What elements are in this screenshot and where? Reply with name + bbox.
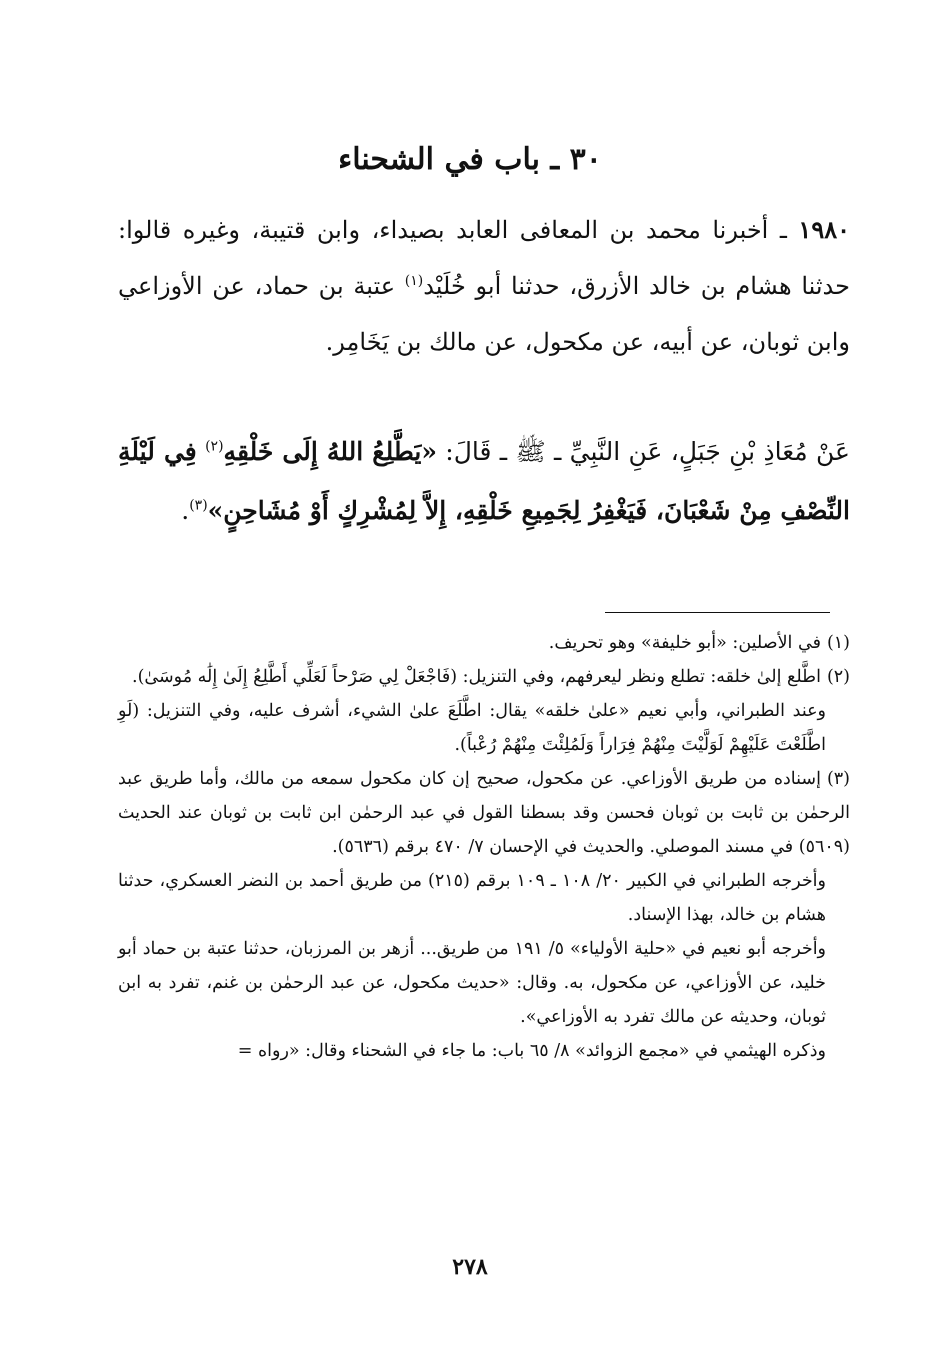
footnote-text: اطَّلع إلىٰ خلقه: تطلع ونظر ليعرفهم، وفي التنزيل: (فَاجْعَلْ لِي صَرْحاً لَعَلِّي أَطَّلِعُ إِلَىٰ إِلَٰه مُوسَىٰ).	[132, 667, 821, 687]
footnote-ref-1: (١)	[404, 273, 424, 289]
footnote-number: (١)	[826, 633, 850, 653]
page-number: ٢٧٨	[452, 1254, 488, 1280]
footnote-text: وأخرجه الطبراني في الكبير ٢٠/ ١٠٨ ـ ١٠٩ برقم (٢١٥) من طريق أحمد بن النضر العسكري، حدثنا هشام بن خالد، بهذا الإسناد.	[118, 871, 826, 925]
footnote-separator	[605, 612, 830, 613]
footnote-text: وأخرجه أبو نعيم في «حلية الأولياء» ٥/ ١٩١ من طريق... أزهر بن المرزبان، حدثنا عتبة بن حماد أبو خليد، عن الأوزاعي، عن مكحول، به. وقال: «حديث مكحول، عن عبد الرحمٰن بن غنم، تفرد به ابن ثوبان، وحديثه عن مالك تفرد به الأوزاعي».	[118, 939, 827, 1027]
footnote	[118, 762, 850, 864]
footnote-number: (٢)	[826, 667, 850, 687]
chapter-title: ٣٠ ـ باب في الشحناء	[338, 142, 602, 177]
footnote-text: وذكره الهيثمي في «مجمع الزوائد» ٨/ ٦٥ باب: ما جاء في الشحناء وقال: «رواه =	[237, 1041, 826, 1061]
footnote-ref-3: (٣)	[189, 497, 208, 514]
matn-text-2: فِي لَيْلَةِ النِّصْفِ مِنْ شَعْبَانَ، فَيَغْفِرُ لِجَمِيعِ خَلْقِهِ، إِلاَّ لِمُشْرِكٍ أَوْ مُشَاحِنٍ»	[118, 437, 850, 525]
footnote-text: في الأصلين: «أبو خليفة» وهو تحريف.	[548, 633, 821, 653]
footnote-continuation	[118, 932, 850, 1034]
isnad-text: ـ أخبرنا محمد بن المعافى العابد بصيداء، وابن قتيبة، وغيره قالوا: حدثنا هشام بن خالد الأزرق، حدثنا أبو خُلَيْد	[118, 216, 850, 300]
matn-text-1: «يَطَّلِعُ اللهُ إِلَى خَلْقِهِ	[223, 437, 437, 466]
footnote-text: وعند الطبراني، وأبي نعيم «علىٰ خلقه» يقال: اطَّلَعَ علىٰ الشيء، أشرف عليه، وفي التنزيل: (لَوِ اطَّلَعْتَ عَلَيْهِمْ لَوَلَّيْتَ مِنْهُمْ فِرَاراً وَلَمُلِئْتَ مِنْهُمْ رُعْباً).	[118, 701, 826, 755]
footnote-number: (٣)	[826, 769, 850, 789]
footnote-continuation	[118, 694, 850, 762]
isnad-text-rest: عتبة بن حماد، عن الأوزاعي وابن ثوبان، عن أبيه، عن مكحول، عن مالك بن يَخَامِر.	[118, 272, 850, 356]
hadith-number: ١٩٨٠	[798, 215, 850, 244]
footnote	[118, 660, 850, 694]
hadith-matn	[118, 422, 850, 540]
footnote-continuation	[118, 864, 850, 932]
hadith-isnad	[118, 202, 850, 370]
footnote-text: إسناده من طريق الأوزاعي. عن مكحول، صحيح إن كان مكحول سمعه من مالك، وأما طريق عبد الرحمٰن بن ثابت بن ثوبان فحسن وقد بسطنا القول في عبد الرحمٰن ابن ثابت بن ثوبان عند الحديث (٥٦٠٩) في مسند الموصلي. والحديث في الإحسان ٧/ ٤٧٠ برقم (٥٦٣٦).	[118, 769, 850, 857]
matn-intro: عَنْ مُعَاذِ بْنِ جَبَلٍ، عَنِ النَّبِيِّ ـ ﷺ ـ قَالَ:	[445, 437, 850, 466]
matn-end: .	[181, 496, 190, 525]
footnotes	[118, 626, 850, 1068]
footnote-ref-2: (٢)	[205, 438, 224, 455]
footnote-continuation	[118, 1034, 850, 1068]
footnote	[118, 626, 850, 660]
